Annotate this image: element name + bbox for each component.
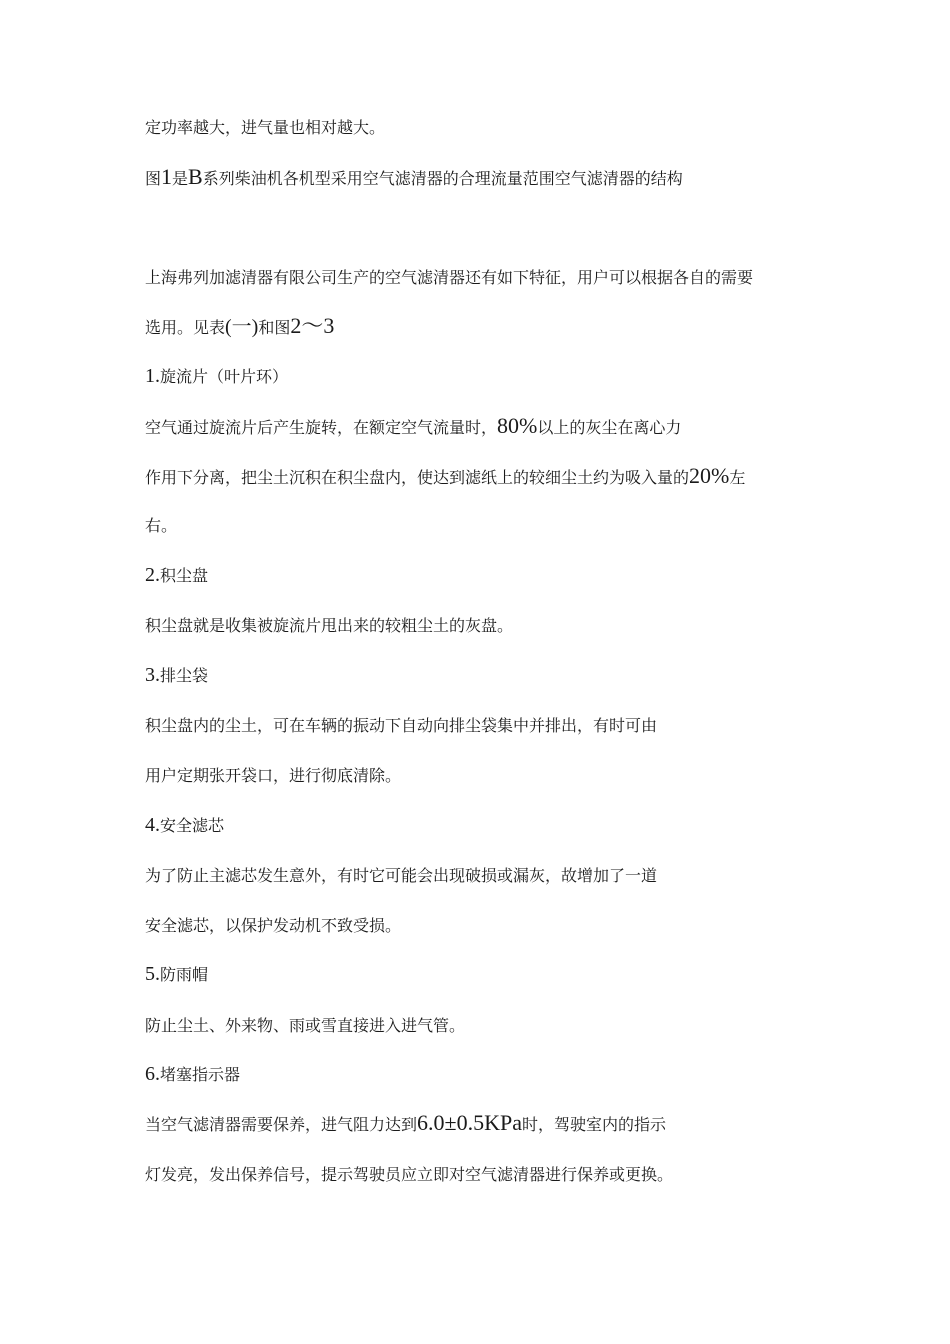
paragraph-line bbox=[145, 914, 890, 938]
paragraph-line bbox=[145, 764, 890, 788]
section-title: 堵塞指示器 bbox=[160, 1065, 241, 1084]
text: 积尘盘就是收集被旋流片甩出来的较粗尘土的灰盘。 bbox=[145, 616, 514, 635]
section-title: 旋流片（叶片环） bbox=[160, 367, 289, 386]
percent-value: 80% bbox=[497, 413, 538, 438]
text: 空气通过旋流片后产生旋转，在额定空气流量时， bbox=[145, 418, 498, 437]
text: 选用。见表 bbox=[145, 318, 226, 337]
section-heading bbox=[145, 364, 890, 389]
figure-ref: 2～3 bbox=[290, 313, 335, 338]
paragraph-line bbox=[145, 314, 890, 340]
text: 和图 bbox=[258, 318, 291, 337]
paragraph-line bbox=[145, 864, 890, 888]
paragraph-line bbox=[145, 266, 890, 290]
text: 时，驾驶室内的指示 bbox=[521, 1115, 666, 1134]
paragraph-line bbox=[145, 414, 890, 440]
text: 作用下分离，把尘土沉积在积尘盘内，使达到滤纸上的较细尘土约为吸入量的 bbox=[145, 468, 690, 487]
text: 系列柴油机各机型采用空气滤清器的合理流量范围空气滤清器的结构 bbox=[202, 169, 683, 188]
paragraph-line bbox=[145, 614, 890, 638]
section-number: 2. bbox=[145, 564, 160, 586]
table-ref: (一) bbox=[225, 316, 259, 338]
section-number: 5. bbox=[145, 963, 160, 985]
text: 积尘盘内的尘土，可在车辆的振动下自动向排尘袋集中并排出，有时可由 bbox=[145, 716, 658, 735]
section-number: 1. bbox=[145, 365, 160, 387]
section-title: 排尘袋 bbox=[160, 666, 209, 685]
text: 安全滤芯，以保护发动机不致受损。 bbox=[145, 916, 402, 935]
paragraph-line bbox=[145, 464, 890, 490]
section-title: 安全滤芯 bbox=[160, 816, 225, 835]
text: 左 bbox=[729, 468, 746, 487]
text: 右。 bbox=[145, 516, 178, 535]
text: 图 bbox=[145, 169, 162, 188]
section-title: 防雨帽 bbox=[160, 965, 209, 984]
text: 以上的灰尘在离心力 bbox=[537, 418, 682, 437]
text: 为了防止主滤芯发生意外，有时它可能会出现破损或漏灰，故增加了一道 bbox=[145, 866, 658, 885]
paragraph-line bbox=[145, 514, 890, 538]
paragraph-line bbox=[145, 1163, 890, 1187]
paragraph-line bbox=[145, 1111, 890, 1137]
paragraph-line bbox=[145, 714, 890, 738]
section-number: 3. bbox=[145, 664, 160, 686]
section-number: 6. bbox=[145, 1063, 160, 1085]
pressure-value: 6.0±0.5KPa bbox=[417, 1110, 522, 1135]
paragraph-line bbox=[145, 116, 890, 140]
text: 当空气滤清器需要保养，进气阻力达到 bbox=[145, 1115, 418, 1134]
section-heading bbox=[145, 663, 890, 688]
text: 定功率越大，进气量也相对越大。 bbox=[145, 118, 386, 137]
text: 上海弗列加滤清器有限公司生产的空气滤清器还有如下特征，用户可以根据各自的需要 bbox=[145, 268, 754, 287]
figure-number: 1 bbox=[161, 164, 173, 189]
section-number: 4. bbox=[145, 814, 160, 836]
section-title: 积尘盘 bbox=[160, 566, 209, 585]
section-heading bbox=[145, 813, 890, 838]
text: 用户定期张开袋口，进行彻底清除。 bbox=[145, 766, 402, 785]
text: 防止尘土、外来物、雨或雪直接进入进气管。 bbox=[145, 1016, 466, 1035]
figure-caption-line bbox=[145, 165, 890, 191]
section-heading bbox=[145, 563, 890, 588]
section-heading bbox=[145, 1062, 890, 1087]
text: 是 bbox=[172, 169, 189, 188]
section-heading bbox=[145, 962, 890, 987]
text: 灯发亮，发出保养信号，提示驾驶员应立即对空气滤清器进行保养或更换。 bbox=[145, 1165, 674, 1184]
series-letter: B bbox=[188, 164, 203, 189]
percent-value: 20% bbox=[689, 463, 730, 488]
paragraph-line bbox=[145, 1014, 890, 1038]
